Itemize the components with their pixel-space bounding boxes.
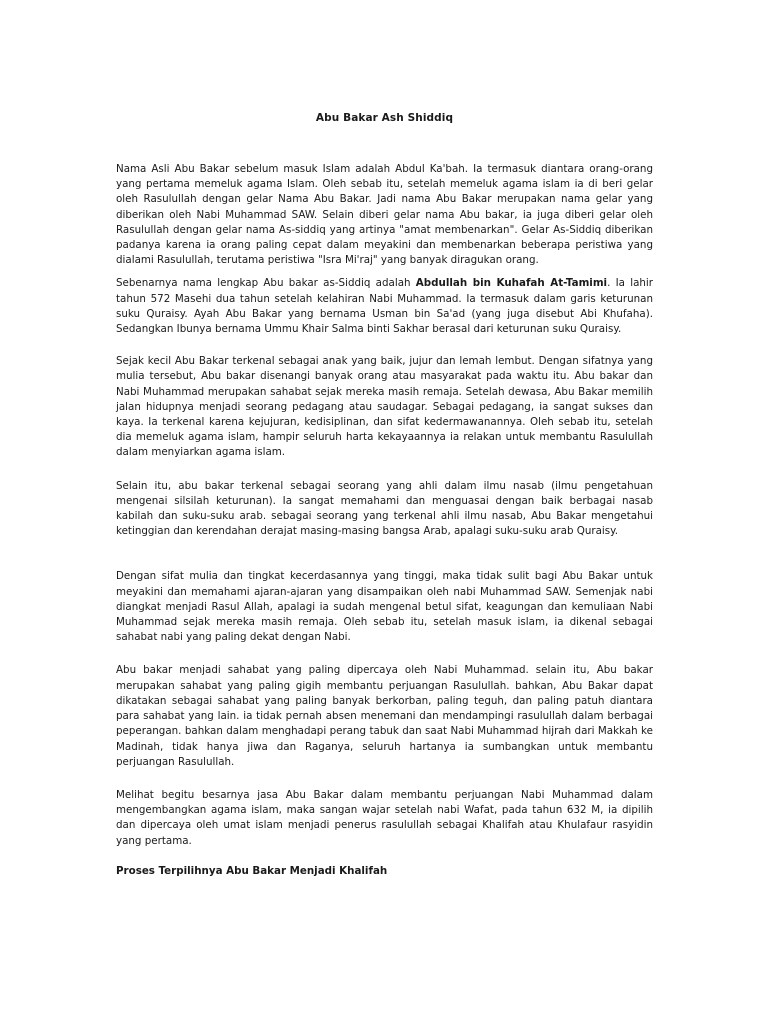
paragraph-4: Selain itu, abu bakar terkenal sebagai seorang yang ahli dalam ilmu nasab (ilmu pengetahuan mengenai silsilah keturunan). Ia sangat memahami dan menguasai dengan baik berbagai nasab kabilah dan suku-suku arab. sebagai seorang yang terkenal ahli ilmu nasab, Abu Bakar mengetahui ketinggian dan kerendahan derajat masing-masing bangsa Arab, apalagi suku-suku arab Quraisy. <box>116 479 653 538</box>
document-title: Abu Bakar Ash Shiddiq <box>315 112 454 124</box>
paragraph-6: Abu bakar menjadi sahabat yang paling dipercaya oleh Nabi Muhammad. selain itu, Abu bakar merupakan sahabat yang paling gigih membantu perjuangan Rasulullah. bahkan, Abu Bakar dapat dikatakan sebagai sahabat yang paling banyak berkorban, paling teguh, dan paling patuh diantara para sahabat yang lain. ia tidak pernah absen menemani dan mendampingi rasulullah dalam berbagai peperangan. bahkan dalam menghadapi perang tabuk dan saat Nabi Muhammad hijrah dari Makkah ke Madinah, tidak hanya jiwa dan Raganya, seluruh hartanya ia sumbangkan untuk membantu perjuangan Rasulullah. <box>116 664 653 768</box>
paragraph-2-bold-name: Abdullah bin Kuhafah At-Tamimi <box>415 277 608 290</box>
section-heading: Proses Terpilihnya Abu Bakar Menjadi Khalifah <box>116 864 388 877</box>
paragraph-7: Melihat begitu besarnya jasa Abu Bakar dalam membantu perjuangan Nabi Muhammad dalam mengembangkan agama islam, maka sangan wajar setelah nabi Wafat, pada tahun 632 M, ia dipilih dan dipercaya oleh umat islam menjadi penerus rasulullah sebagai Khalifah atau Khulafaur rasyidin yang pertama. <box>116 788 653 847</box>
paragraph-2-text-before: Sebenarnya nama lengkap Abu bakar as-Siddiq adalah <box>116 277 416 290</box>
paragraph-3: Sejak kecil Abu Bakar terkenal sebagai anak yang baik, jujur dan lemah lembut. Dengan sifatnya yang mulia tersebut, Abu bakar disenangi banyak orang atau masyarakat pada waktu itu. Abu bakar dan Nabi Muhammad merupakan sahabat sejak mereka masih remaja. Setelah dewasa, Abu Bakar memilih jalan hidupnya menjadi seorang pedagang atau saudagar. Sebagai pedagang, ia sangat sukses dan kaya. Ia terkenal karena kejujuran, kedisiplinan, dan sifat kedermawanannya. Oleh sebab itu, setelah dia memeluk agama islam, hampir seluruh harta kekayaannya ia relakan untuk membantu Rasulullah dalam menyiarkan agama islam. <box>116 355 653 459</box>
paragraph-5: Dengan sifat mulia dan tingkat kecerdasannya yang tinggi, maka tidak sulit bagi Abu Bakar untuk meyakini dan memahami ajaran-ajaran yang disampaikan oleh nabi Muhammad SAW. Semenjak nabi diangkat menjadi Rasul Allah, apalagi ia sudah mengenal betul sifat, keagungan dan kemuliaan Nabi Muhammad sejak mereka masih remaja. Oleh sebab itu, setelah masuk islam, ia dikenal sebagai sahabat nabi yang paling dekat dengan Nabi. <box>116 570 653 644</box>
paragraph-2-text-after: . Ia lahir tahun 572 Masehi dua tahun setelah kelahiran Nabi Muhammad. Ia termasuk dalam garis keturunan suku Quraisy. Ayah Abu Bakar yang bernama Usman bin Sa'ad (yang juga disebut Abi Khufaha). Sedangkan Ibunya bernama Ummu Khair Salma binti Sakhar berasal dari keturunan suku Quraisy. <box>116 277 654 336</box>
paragraph-1: Nama Asli Abu Bakar sebelum masuk Islam adalah Abdul Ka'bah. Ia termasuk diantara orang-orang yang pertama memeluk agama Islam. Oleh sebab itu, setelah memeluk agama islam ia di beri gelar oleh Rasulullah dengan gelar Nama Abu Bakar. Jadi nama Abu Bakar merupakan nama gelar yang diberikan oleh Nabi Muhammad SAW. Selain diberi gelar nama Abu bakar, ia juga diberi gelar oleh Rasulullah dengan gelar nama As-siddiq yang artinya "amat membenarkan". Gelar As-Siddiq diberikan padanya karena ia orang paling cepat dalam meyakini dan membenarkan beberapa peristiwa yang dialami Rasulullah, terutama peristiwa "Isra Mi'raj" yang banyak diragukan orang. <box>116 163 653 267</box>
paragraph-2 <box>116 276 653 337</box>
